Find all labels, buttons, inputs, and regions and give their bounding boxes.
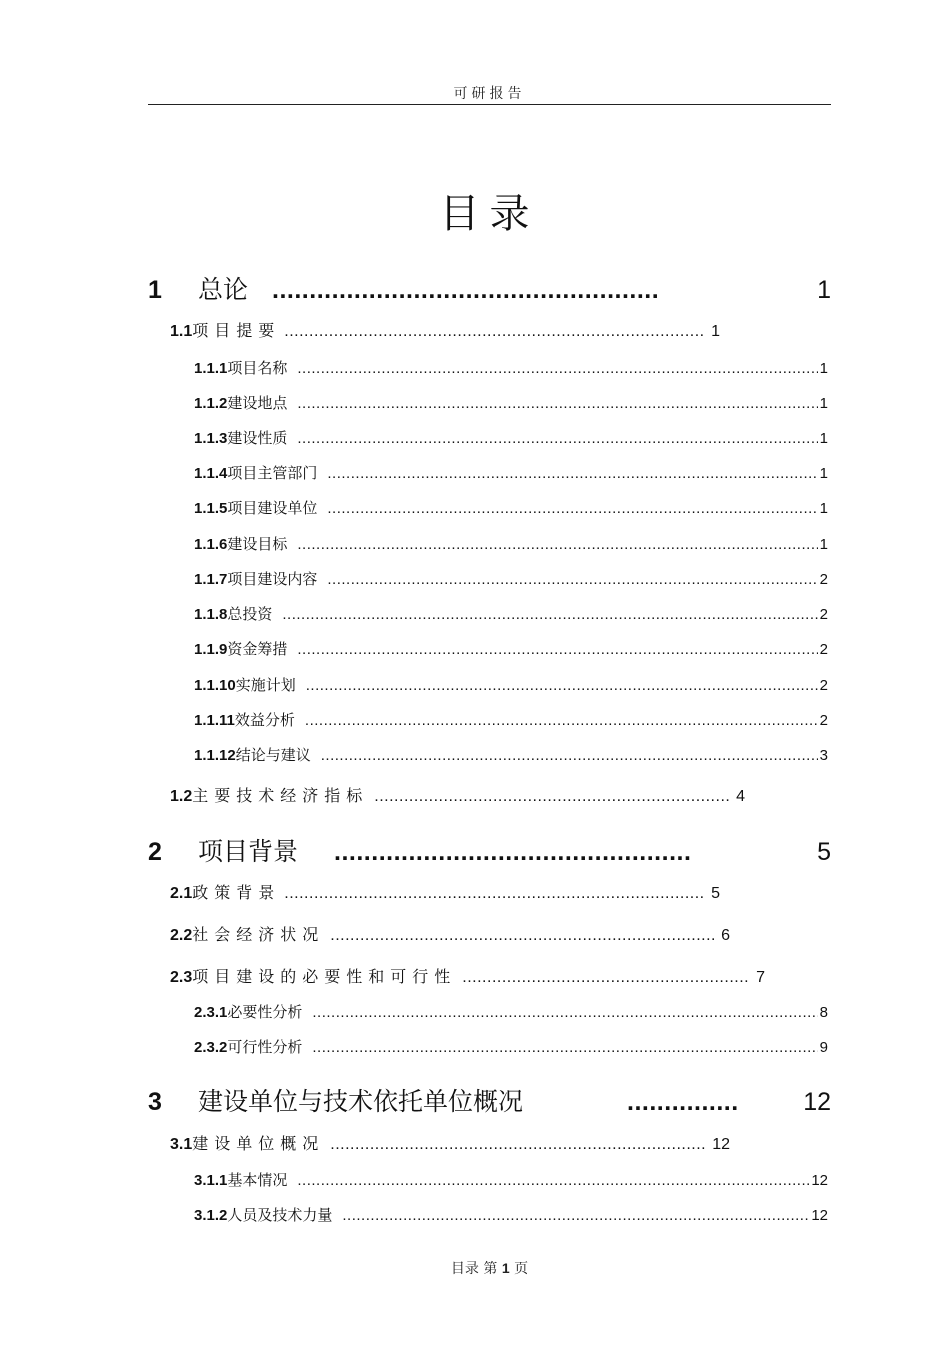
toc-number: 3 bbox=[148, 1088, 162, 1116]
toc-leader bbox=[297, 536, 817, 553]
toc-page-number: 12 bbox=[803, 1088, 831, 1116]
toc-page-number: 1 bbox=[819, 536, 828, 553]
toc-leader bbox=[330, 1136, 706, 1154]
footer-page-number: 1 bbox=[501, 1260, 510, 1276]
toc-subsection-1-1-5[interactable] bbox=[194, 497, 828, 518]
toc-title-text: 总论 bbox=[198, 275, 249, 304]
toc-leader: ............... bbox=[627, 1088, 739, 1116]
toc-subsection-2-3-2[interactable] bbox=[194, 1036, 828, 1057]
toc-number: 1.1.7 bbox=[194, 571, 228, 588]
toc-number: 1.1.3 bbox=[194, 430, 228, 447]
toc-page-number: 2 bbox=[819, 571, 828, 588]
toc-leader bbox=[374, 788, 730, 806]
toc-number: 1.2 bbox=[170, 788, 193, 805]
toc-page-number: 2 bbox=[819, 677, 828, 694]
toc-page-number: 7 bbox=[756, 969, 765, 986]
toc-title-text: 人员及技术力量 bbox=[227, 1206, 333, 1224]
toc-number: 1.1.6 bbox=[194, 536, 228, 553]
toc-title-text: 实施计划 bbox=[235, 676, 296, 694]
toc-leader bbox=[327, 571, 817, 588]
toc-title-text: 效益分析 bbox=[234, 711, 295, 729]
toc-section-2-2[interactable] bbox=[170, 922, 730, 945]
toc-number: 2.3.1 bbox=[194, 1004, 228, 1021]
toc-number: 1.1.12 bbox=[194, 747, 236, 764]
header-rule bbox=[148, 104, 831, 105]
toc-leader bbox=[312, 1039, 817, 1056]
toc-leader bbox=[297, 430, 817, 447]
toc-subsection-3-1-1[interactable] bbox=[194, 1169, 828, 1190]
toc-section-1-2[interactable] bbox=[170, 783, 745, 806]
toc-page-number: 1 bbox=[819, 430, 828, 447]
toc-number: 2.2 bbox=[170, 927, 193, 944]
toc-page-number: 1 bbox=[817, 276, 831, 304]
toc-section-1-1[interactable] bbox=[170, 318, 720, 341]
toc-page-number: 4 bbox=[736, 788, 745, 805]
toc-number: 1.1.8 bbox=[194, 606, 228, 623]
toc-leader bbox=[297, 1172, 809, 1189]
toc-page-number: 1 bbox=[819, 465, 828, 482]
toc-number: 1.1.4 bbox=[194, 465, 228, 482]
toc-leader bbox=[297, 360, 817, 377]
toc-section-2-3[interactable] bbox=[170, 964, 765, 987]
toc-page-number: 12 bbox=[712, 1136, 730, 1153]
toc-section-2-1[interactable] bbox=[170, 880, 720, 903]
footer-prefix: 目录 第 bbox=[450, 1261, 498, 1277]
toc-leader bbox=[312, 1004, 817, 1021]
toc-number: 2.3.2 bbox=[194, 1039, 228, 1056]
toc-leader: ................................................ bbox=[334, 838, 692, 866]
toc-number: 3.1 bbox=[170, 1136, 193, 1153]
toc-subsection-1-1-10[interactable] bbox=[194, 674, 828, 695]
toc-title-text: 建设地点 bbox=[227, 394, 288, 412]
toc-page-number: 1 bbox=[819, 395, 828, 412]
toc-title-text: 结论与建议 bbox=[235, 746, 311, 764]
toc-title-text: 社会经济状况 bbox=[192, 925, 325, 944]
toc-title-text: 建设单位与技术依托单位概况 bbox=[198, 1087, 524, 1116]
toc-title-text: 项目名称 bbox=[227, 359, 288, 377]
toc-subsection-2-3-1[interactable] bbox=[194, 1001, 828, 1022]
toc-title-text: 总投资 bbox=[227, 605, 273, 623]
toc-leader: .................................................... bbox=[272, 276, 660, 304]
toc-title-text: 政策背景 bbox=[192, 883, 281, 902]
toc-title-text: 项目建设内容 bbox=[227, 570, 318, 588]
toc-subsection-1-1-7[interactable] bbox=[194, 568, 828, 589]
toc-leader bbox=[305, 712, 818, 729]
toc-subsection-1-1-4[interactable] bbox=[194, 462, 828, 483]
toc-subsection-3-1-2[interactable] bbox=[194, 1204, 828, 1225]
toc-leader bbox=[306, 677, 818, 694]
toc-chapter-2[interactable] bbox=[148, 832, 831, 868]
toc-title-text: 基本情况 bbox=[227, 1171, 288, 1189]
toc-leader bbox=[327, 465, 817, 482]
toc-subsection-1-1-1[interactable] bbox=[194, 357, 828, 378]
toc-leader bbox=[462, 969, 750, 987]
toc-title-text: 项目提要 bbox=[192, 321, 281, 340]
toc-title-text: 建设目标 bbox=[227, 535, 288, 553]
toc-title-text: 可行性分析 bbox=[227, 1038, 303, 1056]
toc-page-number: 5 bbox=[817, 838, 831, 866]
toc-subsection-1-1-12[interactable] bbox=[194, 744, 828, 765]
toc-number: 1.1 bbox=[170, 323, 193, 340]
toc-subsection-1-1-3[interactable] bbox=[194, 427, 828, 448]
toc-number: 1 bbox=[148, 276, 162, 304]
running-footer bbox=[148, 1258, 831, 1278]
toc-number: 1.1.1 bbox=[194, 360, 228, 377]
toc-number: 2.1 bbox=[170, 885, 193, 902]
toc-chapter-1[interactable] bbox=[148, 270, 831, 306]
toc-subsection-1-1-9[interactable] bbox=[194, 638, 828, 659]
footer-suffix: 页 bbox=[514, 1261, 529, 1277]
toc-leader bbox=[342, 1207, 809, 1224]
toc-subsection-1-1-2[interactable] bbox=[194, 392, 828, 413]
toc-leader bbox=[321, 747, 818, 764]
toc-page-number: 12 bbox=[811, 1172, 828, 1189]
toc-title-text: 项目建设的必要性和可行性 bbox=[192, 967, 457, 986]
toc-page-number: 8 bbox=[819, 1004, 828, 1021]
toc-title-text: 必要性分析 bbox=[227, 1003, 303, 1021]
toc-page-number: 1 bbox=[819, 500, 828, 517]
toc-subsection-1-1-6[interactable] bbox=[194, 533, 828, 554]
toc-page-number: 1 bbox=[711, 323, 720, 340]
toc-section-3-1[interactable] bbox=[170, 1131, 730, 1154]
toc-page-number: 6 bbox=[721, 927, 730, 944]
toc-number: 3.1.2 bbox=[194, 1207, 228, 1224]
toc-leader bbox=[284, 323, 705, 341]
toc-page-number: 12 bbox=[811, 1207, 828, 1224]
toc-title-text: 项目主管部门 bbox=[227, 464, 318, 482]
toc-page-number: 2 bbox=[819, 606, 828, 623]
toc-leader bbox=[282, 606, 817, 623]
toc-page-number: 5 bbox=[711, 885, 720, 902]
toc-title-text: 主要技术经济指标 bbox=[192, 786, 369, 805]
toc-leader bbox=[284, 885, 705, 903]
toc-title-text: 资金筹措 bbox=[227, 640, 288, 658]
toc-subsection-1-1-8[interactable] bbox=[194, 603, 828, 624]
toc-page-number: 3 bbox=[819, 747, 828, 764]
toc-title-text: 项目建设单位 bbox=[227, 499, 318, 517]
toc-number: 1.1.10 bbox=[194, 677, 236, 694]
toc-leader bbox=[327, 500, 817, 517]
running-header: 可研报告 bbox=[453, 86, 526, 102]
toc-page-number: 9 bbox=[819, 1039, 828, 1056]
toc-leader bbox=[297, 395, 817, 412]
toc-leader bbox=[297, 641, 817, 658]
toc-number: 1.1.9 bbox=[194, 641, 228, 658]
toc-leader bbox=[330, 927, 715, 945]
toc-chapter-3[interactable] bbox=[148, 1082, 831, 1118]
toc-title: 目录 bbox=[439, 191, 540, 237]
toc-title-text: 建设单位概况 bbox=[192, 1134, 325, 1153]
toc-page-number: 1 bbox=[819, 360, 828, 377]
toc-number: 2 bbox=[148, 838, 162, 866]
toc-page-number: 2 bbox=[819, 641, 828, 658]
toc-number: 3.1.1 bbox=[194, 1172, 228, 1189]
toc-title-text: 建设性质 bbox=[227, 429, 288, 447]
toc-number: 1.1.5 bbox=[194, 500, 228, 517]
toc-page-number: 2 bbox=[819, 712, 828, 729]
toc-number: 1.1.2 bbox=[194, 395, 228, 412]
toc-subsection-1-1-11[interactable] bbox=[194, 709, 828, 730]
toc-title-text: 项目背景 bbox=[198, 837, 299, 866]
toc-number: 2.3 bbox=[170, 969, 193, 986]
toc-number: 1.1.11 bbox=[194, 712, 235, 729]
